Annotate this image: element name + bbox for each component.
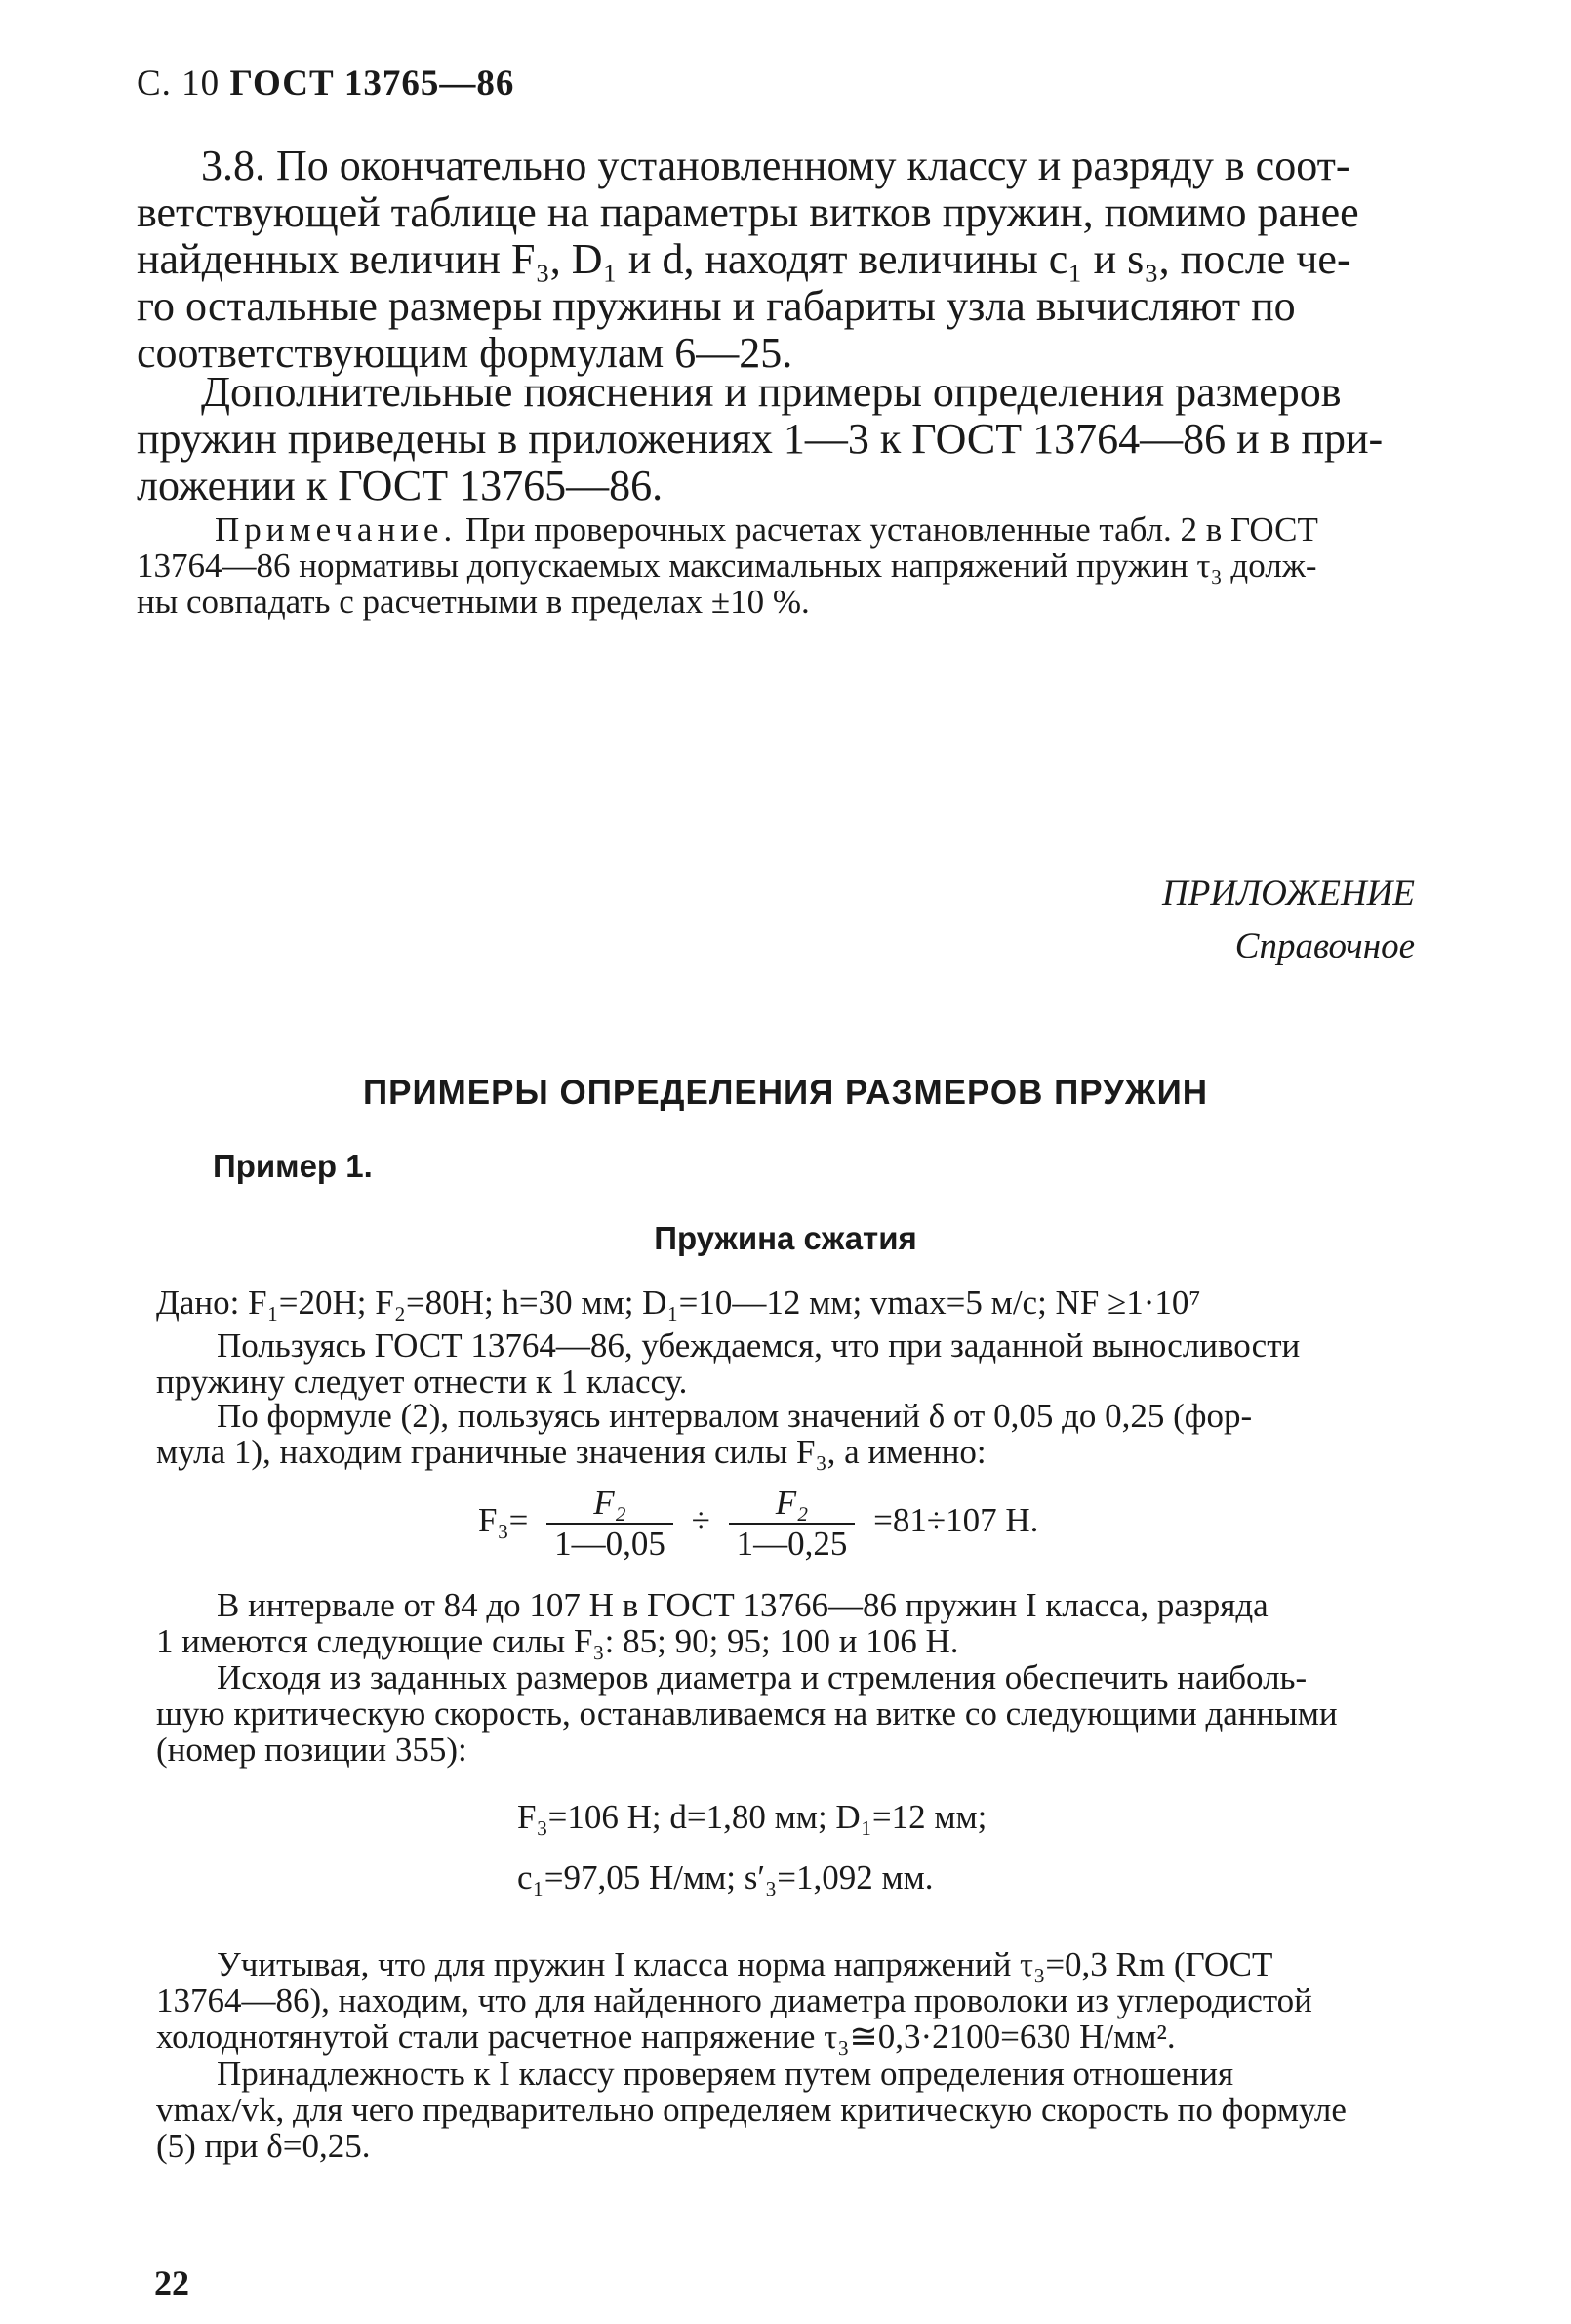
spring-data-line-1: F₃=106 Н; d=1,80 мм; D₁=12 мм; xyxy=(517,1798,987,1836)
text-line: пружин приведены в приложениях 1—3 к ГОСТ 13764—86 и в при- xyxy=(137,415,1384,463)
formula-rhs: =81÷107 Н. xyxy=(873,1501,1039,1540)
text-line: Учитывая, что для пружин I класса норма напряжений τ₃=0,3 Rm (ГОСТ xyxy=(217,1945,1273,1983)
text-line: го остальные размеры пружины и габариты узла вычисляют по xyxy=(137,282,1296,330)
paragraph-1 xyxy=(156,1327,1503,1400)
text-line: vmax/vk, для чего предварительно определяем критическую скорость по формуле xyxy=(156,2091,1347,2129)
fraction-numerator: F₂ xyxy=(593,1484,626,1522)
note-block xyxy=(137,511,1488,620)
text-line: Дополнительные пояснения и примеры определения размеров xyxy=(201,368,1342,416)
text-line: 1 имеются следующие силы F₃: 85; 90; 95; 100 и 106 Н. xyxy=(156,1622,959,1660)
note-label: Примечание. xyxy=(215,510,458,549)
text-line: ны совпадать с расчетными в пределах ±10 %. xyxy=(137,583,810,621)
fraction-2 xyxy=(729,1484,856,1564)
text-line: ветствующей таблице на параметры витков пружин, помимо ранее xyxy=(137,188,1359,236)
text-line: найденных величин F₃, D₁ и d, находят величины c₁ и s₃, после че- xyxy=(137,235,1351,283)
fraction-1 xyxy=(546,1484,673,1564)
text-line: Принадлежность к I классу проверяем путем определения отношения xyxy=(217,2055,1234,2093)
text-line: 13764—86), находим, что для найденного диаметра проволоки из углеродистой xyxy=(156,1981,1312,2019)
fraction-numerator: F₂ xyxy=(775,1484,809,1522)
spring-type-heading: Пружина сжатия xyxy=(654,1220,917,1256)
additional-paragraph xyxy=(137,369,1488,510)
spring-data-line-2: c₁=97,05 Н/мм; s′₃=1,092 мм. xyxy=(517,1858,934,1896)
fraction-denominator: 1—0,25 xyxy=(729,1523,856,1564)
section-3-8-paragraph xyxy=(137,143,1488,377)
text-line: Дано: F₁=20Н; F₂=80Н; h=30 мм; D₁=10—12 мм; vmax=5 м/с; NF ≥1·10⁷ xyxy=(156,1284,1201,1322)
force-formula xyxy=(478,1484,1038,1564)
text-line: 3.8. По окончательно установленному классу и разряду в соот- xyxy=(201,142,1350,189)
paragraph-6 xyxy=(156,2056,1503,2164)
formula-operator: ÷ xyxy=(691,1501,710,1540)
text-line: ложении к ГОСТ 13765—86. xyxy=(137,462,664,510)
text-line: (номер позиции 355): xyxy=(156,1731,467,1769)
text-line: пружину следует отнести к 1 классу. xyxy=(156,1363,688,1401)
formula-lhs: F₃= xyxy=(478,1501,529,1540)
text-line: В интервале от 84 до 107 Н в ГОСТ 13766—86 пружин I класса, разряда xyxy=(217,1586,1269,1624)
text-line: 13764—86 нормативы допускаемых максимальных напряжений пружин τ₃ долж- xyxy=(137,547,1317,585)
paragraph-5 xyxy=(156,1946,1503,2055)
section-title: ПРИМЕРЫ ОПРЕДЕЛЕНИЯ РАЗМЕРОВ ПРУЖИН xyxy=(362,1074,1208,1112)
appendix-title: ПРИЛОЖЕНИЕ xyxy=(1162,874,1415,914)
text-line: холоднотянутой стали расчетное напряжение τ₃≅0,3·2100=630 Н/мм². xyxy=(156,2018,1176,2056)
text-line: соответствующим формулам 6—25. xyxy=(137,329,793,377)
example-label: Пример 1. xyxy=(213,1148,373,1184)
paragraph-3 xyxy=(156,1587,1503,1659)
text-line: (5) при δ=0,25. xyxy=(156,2127,371,2165)
given-line xyxy=(156,1284,1503,1321)
page-prefix: С. 10 xyxy=(137,63,221,103)
fraction-denominator: 1—0,05 xyxy=(546,1523,673,1564)
paragraph-4 xyxy=(156,1659,1503,1768)
text-line: При проверочных расчетах установленные табл. 2 в ГОСТ xyxy=(457,510,1318,549)
text-line: По формуле (2), пользуясь интервалом значений δ от 0,05 до 0,25 (фор- xyxy=(217,1397,1253,1435)
text-line: шую критическую скорость, останавливаемся на витке со следующими данными xyxy=(156,1694,1338,1733)
text-line: мула 1), находим граничные значения силы F₃, а именно: xyxy=(156,1433,987,1471)
standard-number: ГОСТ 13765—86 xyxy=(229,63,515,103)
running-header xyxy=(137,62,514,104)
paragraph-2 xyxy=(156,1398,1503,1470)
text-line: Исходя из заданных размеров диаметра и стремления обеспечить наиболь- xyxy=(217,1658,1308,1696)
page-number: 22 xyxy=(154,2263,189,2303)
text-line: Пользуясь ГОСТ 13764—86, убеждаемся, что при заданной выносливости xyxy=(217,1326,1301,1365)
appendix-subtitle: Справочное xyxy=(1234,926,1415,966)
